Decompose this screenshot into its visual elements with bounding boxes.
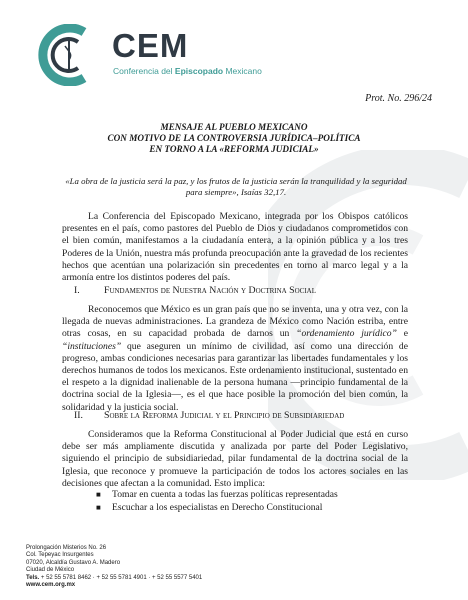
bullet-icon: ■: [96, 490, 101, 499]
footer-address: Prolongación Misterios No. 26 Col. Tepeyac Insurgentes 07020, Alcaldía Gustavo A. Madero Ciudad de México Tels. + 52 55 5781 8462 · + 52 55 5781 4901 · + 52 55 5577 5401 www.cem.org.mx: [26, 545, 203, 589]
epigraph-quote: «La obra de la justicia será la paz, y los frutos de la justicia serán la tranquilidad y la seguridad para siempre», Isaías 32,17.: [65, 176, 407, 197]
intro-paragraph: La Conferencia del Episcopado Mexicano, integrada por los Obispos católicos presentes en el país, como pastores del Pueblo de Dios y ciudadanos comprometidos con el bien común, manifestamos a la ciudadanía entera, a la opinión pública y a los tres Poderes de la Unión, nuestra más profunda preocupación ante la gravedad de los recientes hechos que acentúan una polarización sin precedentes en torno al marco legal y a la armonía entre los distintos poderes del país.: [62, 211, 408, 284]
logo-subtitle: Conferencia del Episcopado Mexicano: [113, 66, 262, 76]
paragraph-2: Consideramos que la Reforma Constitucional al Poder Judicial que está en curso debe ser más ampliamente discutida y analizada por parte del Poder Legislativo, siguiendo el principio de subsidiariedad, pilar fundamental de la doctrina social de la Iglesia, que reconoce y promueve la participación de todos los actores sociales en las decisiones que afectan a la comunidad. Esto implica:: [62, 429, 408, 489]
bullet-icon: ■: [96, 502, 101, 512]
document-title: MENSAJE AL PUEBLO MEXICANO CON MOTIVO DE LA CONTROVERSIA JURÍDICA–POLÍTICA EN TORNO A LA «REFORMA JUDICIAL»: [107, 122, 361, 155]
list-item: ■ Tomar en cuenta a todas las fuerzas políticas representadas: [96, 489, 338, 500]
protocol-number: Prot. No. 296/24: [365, 93, 432, 104]
section-heading-2: II. Sobre la Reforma Judicial y el Principio de Subsidiariedad: [74, 410, 345, 421]
paragraph-1: Reconocemos que México es un gran país que no se inventa, una y otra vez, con la llegada de nuevas administraciones. La grandeza de México como Nación estriba, entre otras cosas, en su capacidad probada de darnos un “ordenamiento jurídico” e “instituciones” que aseguren un mínimo de civilidad, así como una dirección de progreso, ambas condiciones necesarias para garantizar las libertades fundamentales y los derechos humanos de todos los mexicanos. Este ordenamiento institucional, sustentado en el respeto a la dignidad inalienable de la persona humana —principio fundamental de la doctrina social de la Iglesia—, es el que hace posible la promoción del bien común, la solidaridad y la justicia social.: [62, 304, 408, 413]
section-heading-1: I. Fundamentos de Nuestra Nación y Doctrina Social: [74, 285, 316, 296]
website-link[interactable]: www.cem.org.mx: [26, 582, 76, 589]
cem-logo: [38, 24, 278, 88]
bullet-list: [96, 489, 338, 514]
list-item: ■ Escuchar a los especialistas en Derecho Constitucional: [96, 501, 323, 513]
logo-abbreviation: CEM: [112, 27, 189, 64]
cem-emblem-icon: [38, 24, 100, 86]
